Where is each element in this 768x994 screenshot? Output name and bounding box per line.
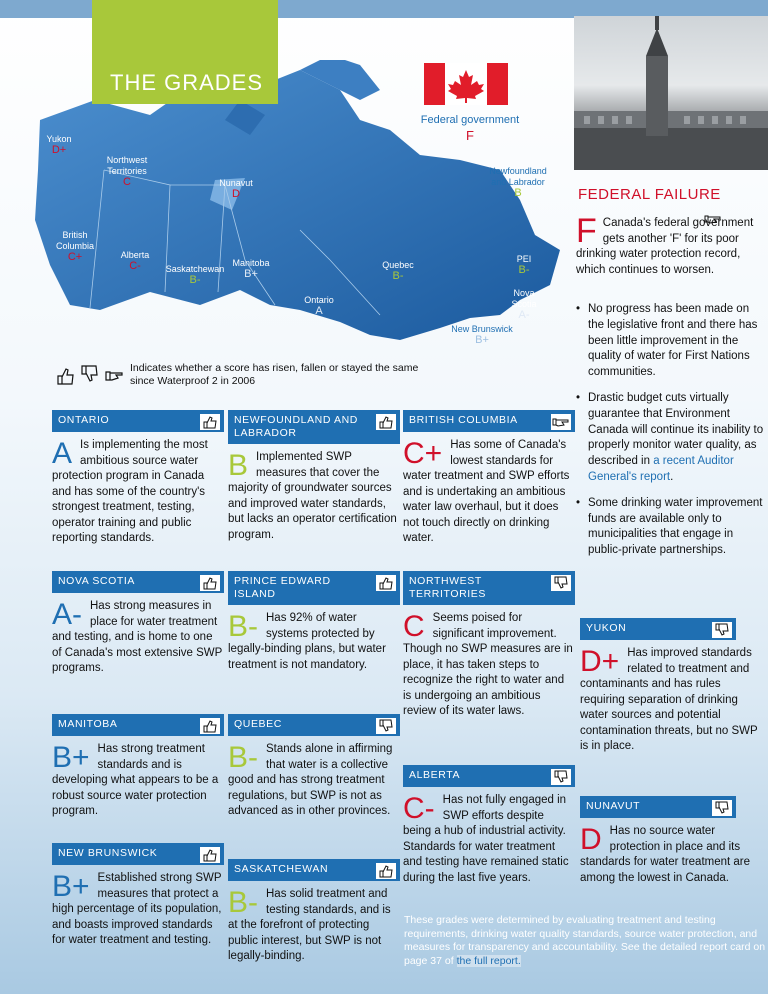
card-manitoba-text: Has strong treatment standards and is developing what appears to be a robust source water protection program. xyxy=(52,743,219,817)
map-label-alberta xyxy=(110,250,160,272)
map-label-nb xyxy=(444,324,520,346)
card-yukon xyxy=(580,618,768,755)
title-box xyxy=(92,0,278,104)
card-nunavut xyxy=(580,796,768,886)
card-ontario-title: ONTARIO xyxy=(58,414,110,426)
map-label-name: PEI xyxy=(516,254,532,264)
card-bc-header xyxy=(403,410,575,432)
card-saskatchewan-text: Has solid treatment and testing standards, and is at the forefront of protecting public interest, but SWP is not legally-binding. xyxy=(228,888,391,962)
footnote-text: These grades were determined by evaluating treatment and testing requirements, drinking water quality standards, source water protection, and measures for transparency and accountability. See the detailed report card on page 37 of xyxy=(404,914,766,967)
card-alberta-title: ALBERTA xyxy=(409,769,461,781)
card-newfoundland-title: NEWFOUNDLAND AND LABRADOR xyxy=(234,414,358,439)
map-label-grade: B- xyxy=(392,270,404,282)
auditor-report-link[interactable]: a recent Auditor General's report xyxy=(588,455,734,483)
federal-intro-text: Canada's federal government gets another 'F' for its poor drinking water protection record, which continues to worsen. xyxy=(576,217,754,276)
thumbs-up-icon xyxy=(375,413,397,431)
federal-bullet-1: • No progress has been made on the legislative front and there has been little improvement in the quality of water for First Nations communities. xyxy=(576,302,768,381)
map-label-sask xyxy=(158,264,232,286)
map-label-name: Ontario xyxy=(304,295,334,305)
federal-dropcap: F xyxy=(576,212,597,250)
map-label-name: Newfoundland and Labrador xyxy=(489,166,547,187)
federal-label: Federal government xyxy=(420,114,520,126)
map-label-nunavut xyxy=(210,178,262,200)
thumbs-up-icon xyxy=(199,413,221,431)
thumbs-up-icon xyxy=(375,862,397,880)
card-bc-text: Has some of Canada's lowest standards for water treatment and SWP efforts and is undertaking an ambitious water law overhaul, but it does not touch directly on drinking water. xyxy=(403,439,570,544)
card-newbrunswick-title: NEW BRUNSWICK xyxy=(58,847,158,859)
map-label-bc xyxy=(44,230,106,263)
map-label-name: Quebec xyxy=(382,260,414,270)
map-label-grade: A xyxy=(315,305,323,317)
card-yukon-grade: D+ xyxy=(580,645,620,678)
card-newfoundland xyxy=(228,410,400,543)
card-novascotia-grade: A- xyxy=(52,598,82,631)
federal-bullet-3: • Some drinking water improvement funds are available only to municipalities that engage in public-private partnerships. xyxy=(576,496,768,559)
card-manitoba-title: MANITOBA xyxy=(58,718,118,730)
card-newfoundland-header xyxy=(228,410,400,444)
card-bc xyxy=(403,410,575,547)
card-manitoba-header xyxy=(52,714,224,736)
parliament-photo xyxy=(574,16,768,170)
card-newbrunswick-text: Established strong SWP measures that protect a high percentage of its population, and boasts improved standards for water treatment and testing. xyxy=(52,872,222,946)
thumbs-down-icon xyxy=(550,768,572,786)
card-pei-title: PRINCE EDWARD ISLAND xyxy=(234,575,331,600)
map-label-grade: B xyxy=(514,187,522,199)
card-nwt-grade: C xyxy=(403,610,425,643)
card-quebec-title: QUEBEC xyxy=(234,718,282,730)
card-pei-grade: B- xyxy=(228,610,258,643)
card-saskatchewan-grade: B- xyxy=(228,886,258,919)
map-label-name: Nunavut xyxy=(219,178,253,188)
card-alberta xyxy=(403,765,575,886)
card-nwt xyxy=(403,571,575,720)
card-newfoundland-grade: B xyxy=(228,449,249,482)
card-nwt-text: Seems poised for significant improvement. Though no SWP measures are in place, it has taken steps to recognize the right to water and is undergoing an ambitious review of its water laws. xyxy=(403,612,573,717)
map-label-name: Saskatchewan xyxy=(165,264,225,274)
thumbs-up-icon xyxy=(199,574,221,592)
card-saskatchewan xyxy=(228,859,400,965)
card-quebec-header xyxy=(228,714,400,736)
card-nunavut-header xyxy=(580,796,736,818)
federal-intro xyxy=(576,212,766,278)
federal-bullets xyxy=(576,302,768,569)
card-alberta-header xyxy=(403,765,575,787)
card-manitoba-grade: B+ xyxy=(52,741,90,774)
card-novascotia-header xyxy=(52,571,224,593)
thumbs-down-icon xyxy=(550,574,572,592)
map-label-grade: B+ xyxy=(244,268,258,280)
card-newfoundland-text: Implemented SWP measures that cover the majority of groundwater sources and improved water standards, but lacks an operator certification program. xyxy=(228,451,397,541)
federal-failure-heading: FEDERAL FAILURE xyxy=(578,186,721,203)
page-title: THE GRADES xyxy=(110,70,264,95)
thumbs-down-icon xyxy=(711,799,733,817)
card-bc-title: BRITISH COLUMBIA xyxy=(409,414,518,426)
card-saskatchewan-title: SASKATCHEWAN xyxy=(234,863,329,875)
map-label-grade: B- xyxy=(518,264,530,276)
map-label-yukon xyxy=(30,134,88,156)
card-alberta-text: Has not fully engaged in SWP efforts despite being a hub of industrial activity. Standards for water treatment and testing have remained static during the last five years. xyxy=(403,794,569,884)
map-label-grade: A- xyxy=(518,309,530,321)
card-bc-grade: C+ xyxy=(403,437,443,470)
map-label-grade: C+ xyxy=(67,251,83,263)
card-pei xyxy=(228,571,400,673)
thumbs-down-icon xyxy=(711,621,733,639)
map-label-ns xyxy=(506,288,542,321)
thumbs-up-icon xyxy=(199,846,221,864)
map-label-name: Alberta xyxy=(120,250,150,260)
card-quebec-text: Stands alone in affirming that water is a collective good and has strong treatment regulations, but SWP is not as advanced as in other provinces. xyxy=(228,743,393,817)
card-newbrunswick-header xyxy=(52,843,224,865)
card-nwt-header xyxy=(403,571,575,605)
card-alberta-grade: C- xyxy=(403,792,435,825)
federal-grade: F xyxy=(466,128,474,143)
card-ontario xyxy=(52,410,224,547)
map-label-pei xyxy=(506,254,542,276)
card-nunavut-grade: D xyxy=(580,823,602,856)
map-label-grade: D+ xyxy=(51,144,67,156)
card-manitoba xyxy=(52,714,224,820)
card-ontario-grade: A xyxy=(52,437,73,470)
map-label-grade: C- xyxy=(129,260,141,272)
card-quebec-grade: B- xyxy=(228,741,258,774)
legend-text: Indicates whether a score has risen, fallen or stayed the same since Waterproof 2 in 2006 xyxy=(130,362,419,387)
card-yukon-title: YUKON xyxy=(586,622,627,634)
map-label-grade: C xyxy=(123,176,131,188)
map-label-name: New Brunswick xyxy=(451,324,513,334)
thumbs-up-icon xyxy=(199,717,221,735)
canada-flag-icon xyxy=(424,63,508,105)
card-yukon-header xyxy=(580,618,736,640)
full-report-link[interactable]: the full report. xyxy=(456,954,521,967)
footnote xyxy=(404,914,768,968)
map-label-grade: D xyxy=(232,188,240,200)
card-novascotia-title: NOVA SCOTIA xyxy=(58,575,136,587)
map-label-nwt xyxy=(96,155,158,188)
card-ontario-text: Is implementing the most ambitious source water protection program in Canada and has some of the country's strongest treatment, testing, operator training and public reporting standards. xyxy=(52,439,208,544)
map-label-quebec xyxy=(374,260,422,282)
map-label-nl xyxy=(478,166,558,199)
map-label-ontario xyxy=(292,295,346,317)
card-pei-header xyxy=(228,571,400,605)
card-quebec xyxy=(228,714,400,820)
thumb-trend-icons xyxy=(56,364,126,386)
map-label-manitoba xyxy=(226,258,276,280)
card-nunavut-text: Has no source water protection in place and its standards for water treatment are among the lowest in Canada. xyxy=(580,825,751,884)
thumbs-down-icon xyxy=(375,717,397,735)
card-nwt-title: NORTHWEST TERRITORIES xyxy=(409,575,486,600)
card-pei-text: Has 92% of water systems protected by legally-binding plans, but water treatment is not mandatory. xyxy=(228,612,386,671)
map-label-name: British Columbia xyxy=(55,230,95,251)
card-saskatchewan-header xyxy=(228,859,400,881)
map-label-name: Yukon xyxy=(46,134,72,144)
card-newbrunswick xyxy=(52,843,224,949)
map-label-name: Manitoba xyxy=(232,258,270,268)
thumbs-up-icon xyxy=(375,574,397,592)
map-label-name: Nova Scotia xyxy=(511,288,537,309)
card-novascotia-text: Has strong measures in place for water treatment and testing, and is home to one of Canada's most extensive SWP programs. xyxy=(52,600,223,674)
thumbs-sideways-icon xyxy=(550,413,572,431)
map-label-grade: B- xyxy=(189,274,201,286)
card-newbrunswick-grade: B+ xyxy=(52,870,90,903)
card-yukon-text: Has improved standards related to treatment and contaminants and has rules requiring separation of drinking water sources and potential contamination threats, but no SWP is in place. xyxy=(580,647,758,752)
canada-map xyxy=(0,60,572,360)
card-novascotia xyxy=(52,571,224,677)
map-label-name: Northwest Territories xyxy=(106,155,148,176)
federal-bullet-2: • Drastic budget cuts virtually guarantee that Environment Canada will continue its inability to properly monitor water quality, as described in a recent Auditor General's report. xyxy=(576,391,768,486)
card-nunavut-title: NUNAVUT xyxy=(586,800,641,812)
card-ontario-header xyxy=(52,410,224,432)
map-label-grade: B+ xyxy=(475,334,489,346)
